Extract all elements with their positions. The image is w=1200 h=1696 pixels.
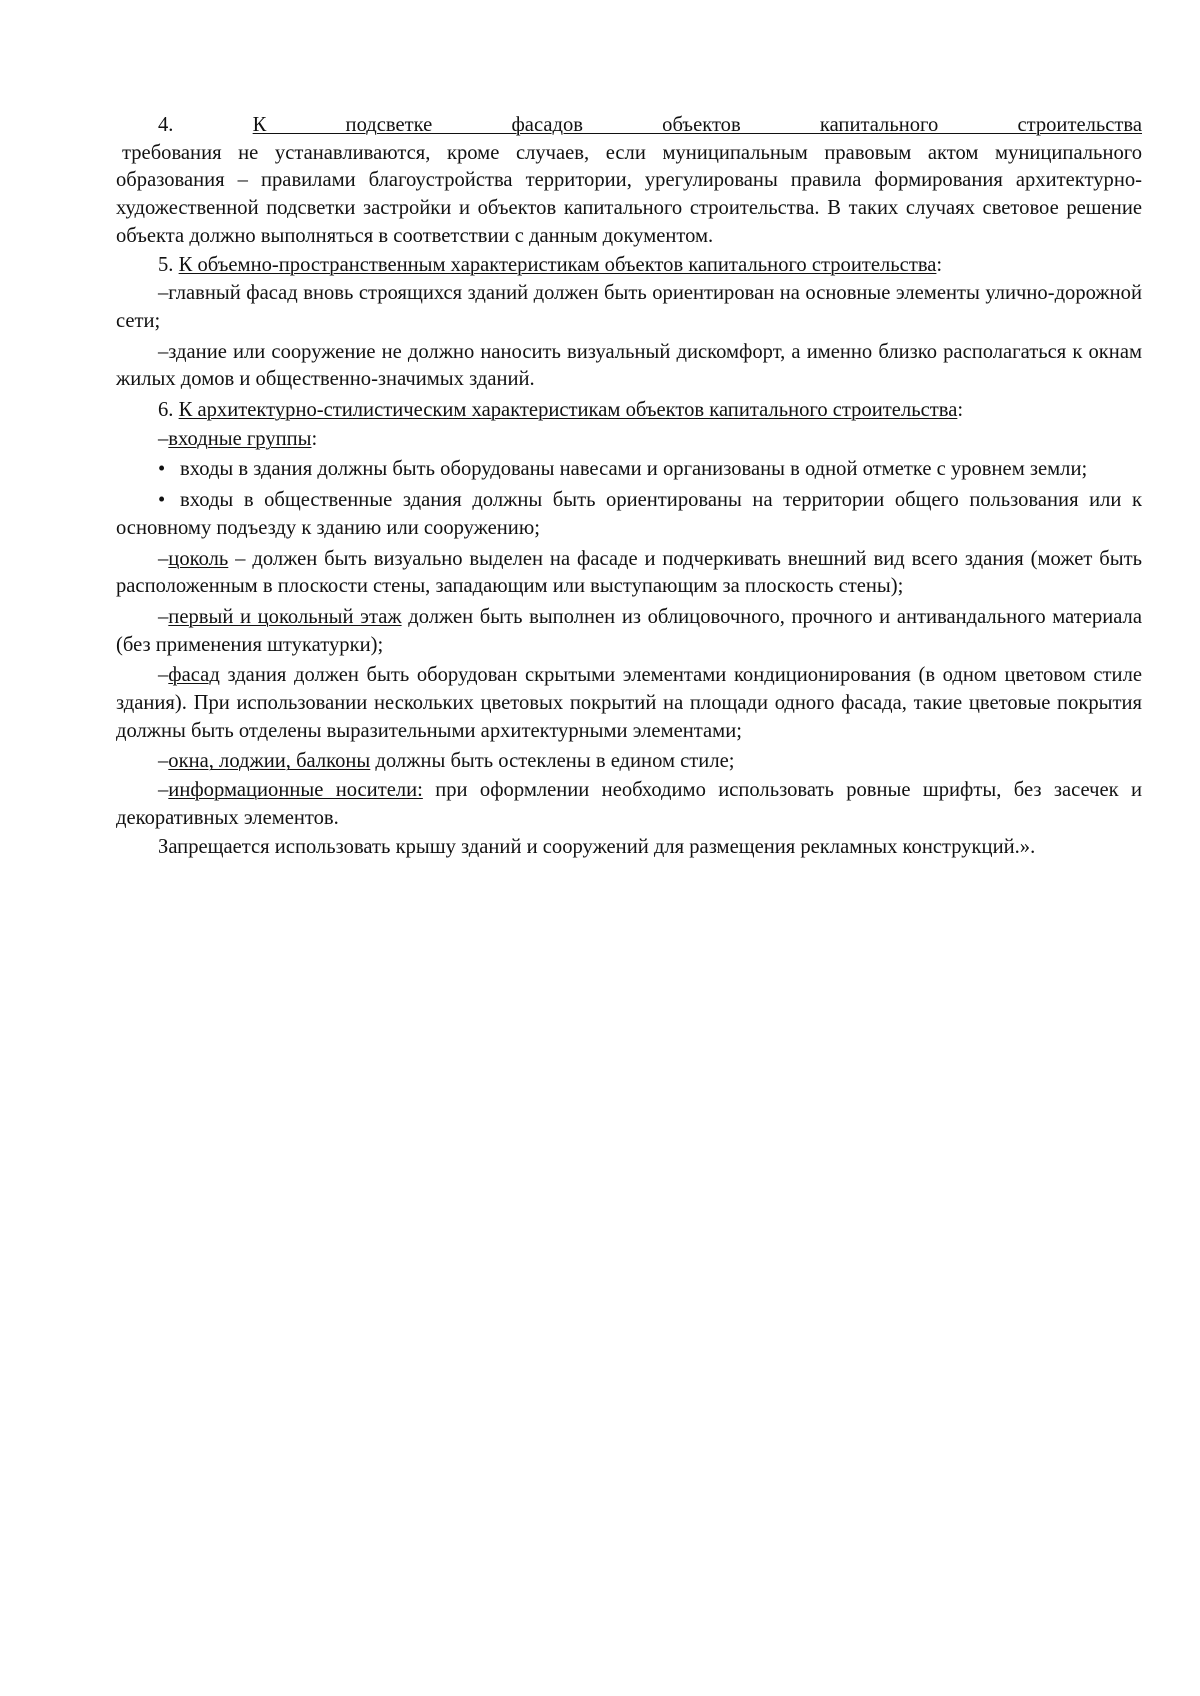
list-item xyxy=(116,604,1142,659)
list-item-text: при оформлении необходимо использовать ровные шрифты, без засечек и декоративных элементов. xyxy=(116,779,1142,829)
colon: : xyxy=(311,427,318,450)
dash-mark: – xyxy=(158,779,169,802)
list-item xyxy=(116,662,1142,745)
floors-title: первый и цокольный этаж xyxy=(168,605,402,628)
paragraph-6-title: К архитектурно-стилистическим характеристикам объектов капитального строительства xyxy=(178,399,958,422)
paragraph-number: 4. xyxy=(158,114,174,136)
dash-mark: – xyxy=(158,340,169,363)
dash-mark: – xyxy=(158,427,169,450)
bullet-item-text: входы в здания должны быть оборудованы навесами и организованы в одной отметке с уровнем земли; xyxy=(180,458,1088,481)
dash-mark: – xyxy=(158,750,169,773)
list-item-text: главный фасад вновь строящихся зданий должен быть ориентирован на основные элементы улично-дорожной сети; xyxy=(116,282,1142,332)
entry-groups-title: входные группы xyxy=(168,427,312,450)
list-item-text: здания должен быть оборудован скрытыми элементами кондиционирования (в одном цветовом стиле здания). При использовании нескольких цветовых покрытий на площади одного фасада, такие цветовые покрытия должны быть отделены выразительными архитектурными элементами; xyxy=(116,664,1142,742)
dash-mark: – xyxy=(158,547,169,570)
list-item xyxy=(116,777,1142,832)
paragraph-number: 6. xyxy=(158,399,174,422)
bullet-item xyxy=(116,487,1142,542)
bullet-item xyxy=(116,456,1142,484)
paragraph-5-heading xyxy=(116,252,1142,280)
list-item-text: – должен быть визуально выделен на фасаде и подчеркивать внешний вид всего здания (может быть расположенным в плоскости стены, западающим или выступающим за плоскость стены); xyxy=(116,547,1142,598)
list-item-text: здание или сооружение не должно наносить визуальный дискомфорт, а именно близко располагаться к окнам жилых домов и общественно-значимых зданий. xyxy=(116,340,1142,391)
windows-title: окна, лоджии, балконы xyxy=(168,750,371,773)
bullet-item-text: входы в общественные здания должны быть ориентированы на территории общего пользования или к основному подъезду к зданию или сооружению; xyxy=(116,489,1142,539)
document-body xyxy=(116,112,1142,862)
plinth-title: цоколь xyxy=(168,547,229,570)
paragraph-4-title: К подсветке фасадов объектов капитального строительства xyxy=(252,114,1142,136)
list-item xyxy=(116,748,1142,776)
dash-mark: – xyxy=(158,282,169,305)
info-carriers-title: информационные носители: xyxy=(168,779,423,802)
colon: : xyxy=(957,399,964,422)
paragraph-5-title: К объемно-пространственным характеристикам объектов капитального строительства xyxy=(178,253,937,276)
colon: : xyxy=(936,253,943,276)
list-item xyxy=(116,546,1142,601)
list-item xyxy=(116,339,1142,394)
paragraph-4-body: требования не устанавливаются, кроме случаев, если муниципальным правовым актом муниципального образования – правилами благоустройства территории, урегулированы правила формирования архитектурно-художественной подсветки застройки и объектов капитального строительства. В таких случаях световое решение объекта должно выполняться в соответствии с данным документом. xyxy=(116,141,1142,247)
facade-title: фасад xyxy=(168,664,220,687)
paragraph-number: 5. xyxy=(158,253,174,276)
paragraph-6-heading xyxy=(116,397,1142,425)
dash-mark: – xyxy=(158,664,169,687)
dash-mark: – xyxy=(158,605,169,628)
list-item xyxy=(116,426,1142,454)
list-item xyxy=(116,280,1142,335)
bullet-mark: • xyxy=(158,458,166,481)
paragraph-4-heading xyxy=(116,112,1142,140)
bullet-mark: • xyxy=(158,489,166,512)
final-paragraph: Запрещается использовать крышу зданий и сооружений для размещения рекламных конструкций.». xyxy=(158,835,1036,858)
list-item-text: должны быть остеклены в едином стиле; xyxy=(370,750,735,773)
list-item-text: должен быть выполнен из облицовочного, прочного и антивандального материала (без применения штукатурки); xyxy=(116,605,1142,656)
